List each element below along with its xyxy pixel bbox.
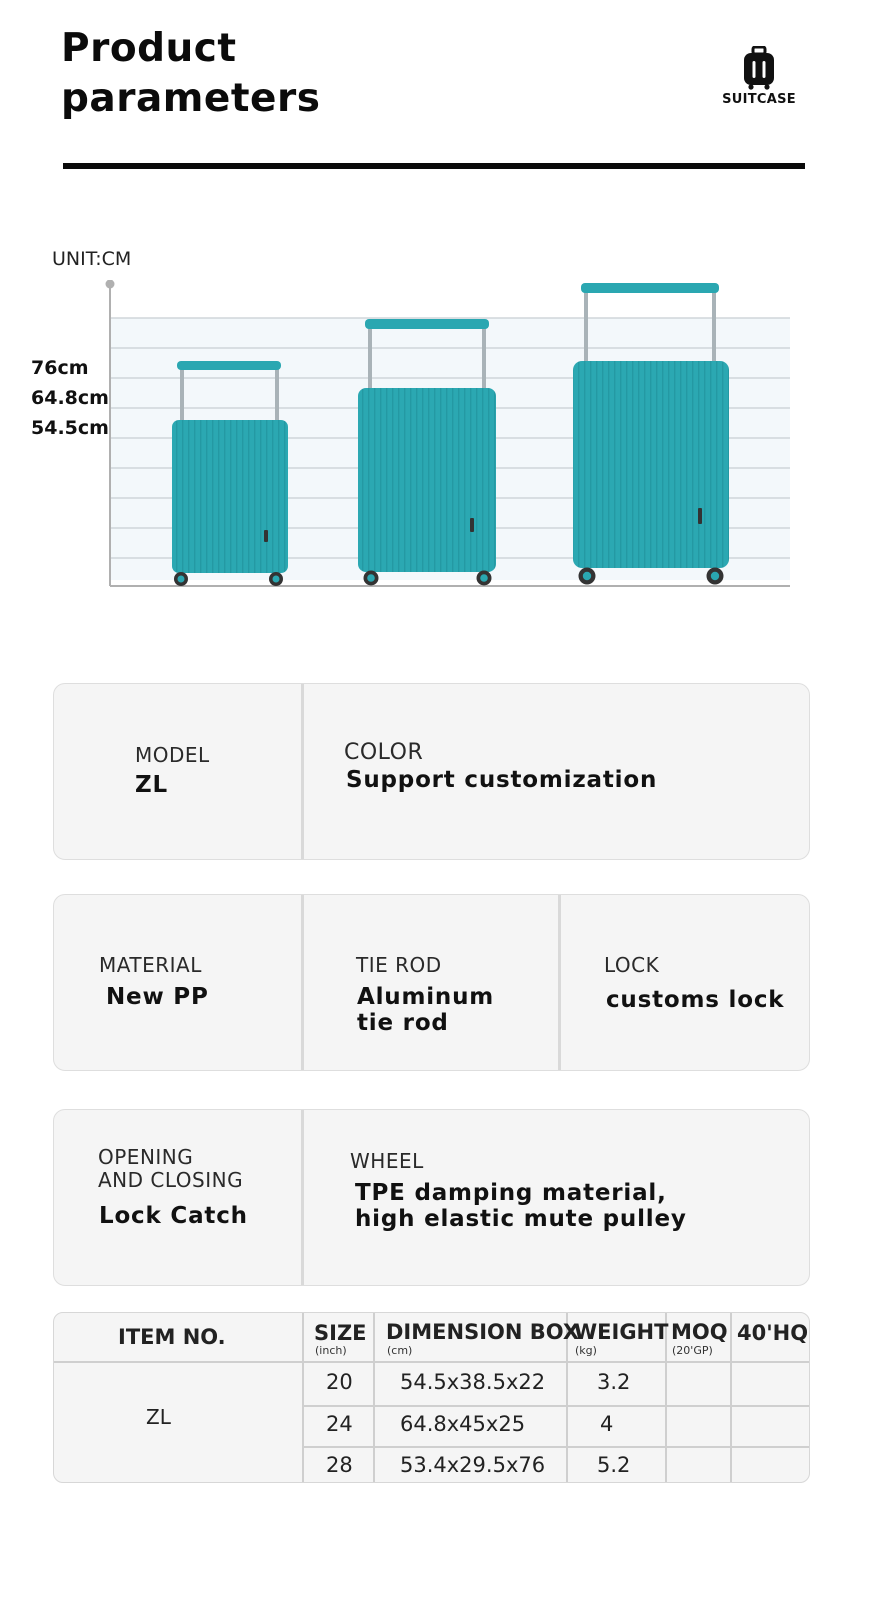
header-40hq: 40'HQ	[737, 1321, 809, 1345]
color-label: COLOR	[344, 740, 424, 765]
height-label-76: 76cm	[31, 357, 89, 379]
header-item-no: ITEM NO.	[118, 1325, 226, 1349]
color-value: Support customization	[346, 767, 658, 793]
panel-opening-wheel	[53, 1109, 810, 1286]
table-row-divider	[302, 1446, 810, 1448]
header-moq-unit: (20'GP)	[672, 1344, 713, 1357]
opening-value: Lock Catch	[99, 1203, 248, 1229]
material-label: MATERIAL	[99, 953, 202, 977]
wheel-label: WHEEL	[350, 1149, 424, 1173]
model-label: MODEL	[135, 743, 210, 767]
opening-label-line-1: OPENING	[98, 1145, 194, 1169]
table-row-3-size: 28	[326, 1453, 353, 1477]
material-value: New PP	[106, 984, 209, 1010]
table-row-3-dimension: 53.4x29.5x76	[400, 1453, 546, 1477]
spec-table	[53, 1312, 810, 1483]
wheel-value-line-2: high elastic mute pulley	[355, 1206, 687, 1232]
lock-label: LOCK	[604, 953, 660, 977]
panel-material-tierod-lock	[53, 894, 810, 1071]
height-label-54-5: 54.5cm	[31, 417, 109, 439]
item-no-value: ZL	[146, 1405, 171, 1429]
table-row-divider	[302, 1405, 810, 1407]
table-row-3-weight: 5.2	[597, 1453, 631, 1477]
table-row-divider	[54, 1361, 810, 1363]
opening-label	[98, 1146, 243, 1192]
title-line-2: parameters	[61, 76, 321, 121]
table-row-1-dimension: 54.5x38.5x22	[400, 1370, 546, 1394]
title-line-1: Product	[61, 26, 237, 71]
opening-label-line-2: AND CLOSING	[98, 1168, 244, 1192]
height-label-64-8: 64.8cm	[31, 387, 109, 409]
unit-label: UNIT:CM	[52, 248, 132, 270]
model-value: ZL	[135, 772, 168, 798]
header-size-unit: (inch)	[315, 1344, 347, 1357]
logo-text: SUITCASE	[722, 92, 796, 107]
header-dimension-unit: (cm)	[387, 1344, 413, 1357]
header-divider	[63, 163, 805, 169]
table-row-1-weight: 3.2	[597, 1370, 631, 1394]
panel-divider	[558, 895, 561, 1070]
page-title	[61, 24, 320, 124]
table-col-divider	[302, 1313, 304, 1482]
suitcase-icon	[743, 46, 775, 90]
tierod-value	[357, 984, 494, 1036]
table-col-divider	[730, 1313, 732, 1482]
size-comparison-chart	[100, 280, 805, 600]
table-row-2-weight: 4	[600, 1412, 614, 1436]
header-dimension: DIMENSION BOX	[386, 1320, 580, 1344]
header-weight-unit: (kg)	[575, 1344, 597, 1357]
panel-divider	[301, 684, 304, 859]
lock-value: customs lock	[606, 987, 785, 1013]
panel-divider	[301, 895, 304, 1070]
tierod-value-line-2: tie rod	[357, 1010, 449, 1036]
tierod-value-line-1: Aluminum	[357, 984, 495, 1010]
table-row-2-dimension: 64.8x45x25	[400, 1412, 526, 1436]
suitcase-logo	[714, 46, 804, 107]
panel-divider	[301, 1110, 304, 1285]
header-size: SIZE	[314, 1321, 367, 1345]
header-weight: WEIGHT	[574, 1320, 669, 1344]
table-row-1-size: 20	[326, 1370, 353, 1394]
table-col-divider	[373, 1313, 375, 1482]
header-moq: MOQ	[671, 1320, 728, 1344]
wheel-value-line-1: TPE damping material,	[355, 1180, 667, 1206]
panel-model-color	[53, 683, 810, 860]
wheel-value	[355, 1180, 687, 1232]
tierod-label: TIE ROD	[356, 953, 442, 977]
table-row-2-size: 24	[326, 1412, 353, 1436]
